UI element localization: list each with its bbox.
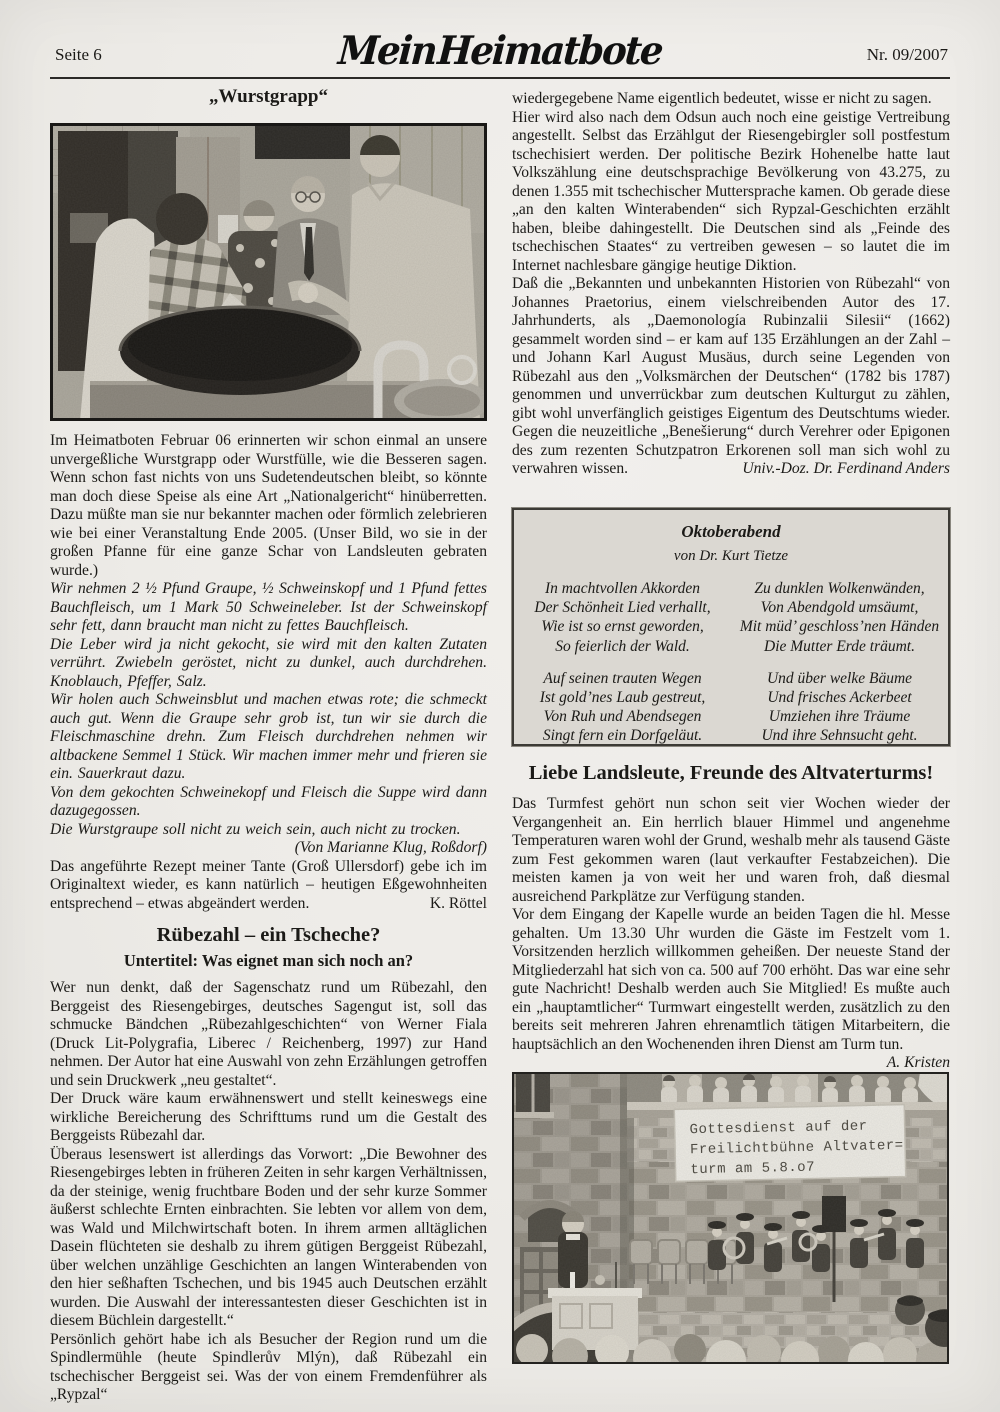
paragraph: Daß die „Bekannten und unbekannten Historien von Rübezahl“ von Johannes Praetorius, einem vielschreibenden Autor des 17. Jahrhunderts, als „Daemonología Rubinzalii Silesii“ (1662) gesammelt worden sind – er kam auf 135 Erzählungen an der Zahl – und Johann Karl August Musäus, durch seine Legenden von Rübezahl aus den „Volksmärchen der Deutschen“ (1782 bis 1787) genommen und unverrückbar zum deutschen Kulturgut zu zählen, gibt wohl unverfänglich geistiges Eigentum des Deutschtums wieder. Gegen die neuzeitliche „Benešierung“ durch Verehrer oder Epigonen des zum rezenten Schutzpatron Erkorenen soll man sich wohl zu verwahren wissen. xyxy=(512,275,950,477)
poem-line: Zu dunklen Wolkenwänden, xyxy=(754,580,925,597)
poem-line: Und über welke Bäume xyxy=(766,669,913,687)
paragraph: Überaus lesenswert ist allerdings das Vorwort: „Die Bewohner des Riesengebirges lebten in früheren Zeiten in sehr kargen Verhältnissen, da der steinige, wenig fruchtbare Boden und der sehr kurze Sommer äußerst schlechte Ernten einbrachten. Sie lebten vor allem von dem, was Wald und Milchwirtschaft boten. In ihrem armen alltäglichen Dasein flüchteten sie deshalb zu ihrem gütigen Berggeist Rübezahl, über welchen unzählige Geschichten an langen Winterabenden von den hier seßhaften Tschechen, und bis 1945 auch Deutschen erzählt wurden. Die Auswahl der interessantesten dieser Geschichten ist in diesem Büchlein dargestellt.“ xyxy=(50,1145,487,1329)
poem-line: Singt fern ein Dorfgeläut. xyxy=(542,727,703,745)
header-rule xyxy=(50,77,950,79)
page-number: Seite 6 xyxy=(55,45,102,64)
poem-line: Von Ruh und Abendsegen xyxy=(543,708,702,726)
poem-stanza xyxy=(514,669,731,746)
article-ruebezahl-continued xyxy=(512,90,950,479)
paragraph: wiedergegebene Name eigentlich bedeutet, wisse er nicht zu sagen. xyxy=(512,90,932,107)
paragraph: Die Leber wird ja nicht gekocht, sie wird mit den kalten Zutaten verrührt. Zwiebeln geröstet, nicht zu dunkel, auch durchdrehen. Knoblauch, Pfeffer, Salz. xyxy=(50,635,487,690)
signature: A. Kristen xyxy=(886,1054,950,1071)
recipe-text xyxy=(50,580,487,839)
photo-banner-line: turm am 5.8.o7 xyxy=(690,1159,816,1179)
turmfest-photo-figure xyxy=(512,1072,949,1369)
article-ruebezahl xyxy=(50,922,487,1405)
poem-line: Umziehen ihre Träume xyxy=(768,708,911,726)
poem-line: Wie ist so ernst geworden, xyxy=(541,618,704,636)
signature: Univ.-Doz. Dr. Ferdinand Anders xyxy=(742,460,950,477)
paragraph: Wir holen auch Schweinsblut und machen etwas rote; die schmeckt auch gut. Wenn die Graupe sehr grob ist, tun wir sie durch die Fleischmaschine drehn. Zum Fleisch durchdrehen nehmen wir altbackene Semmel 1 Stück. Wir machen immer mehr und frieren sie ein. Sauerkraut dazu. xyxy=(50,691,487,782)
poem-stanza xyxy=(514,579,731,656)
paragraph: Wer nun denkt, daß der Sagenschatz rund um Rübezahl, den Berggeist des Riesengebirges, deutsches Sagengut ist, soll das schmucke Bändchen „Rübezahlgeschichten“ von Werner Fiala (Druck Lit-Polygrafia, Liberec / Reichenberg, 1997) zur Hand nehmen. Der Autor hat eine Auswahl von zehn Erzählungen getroffen und sein Druckwerk „neu gestaltet“. xyxy=(50,979,487,1089)
article-title: Liebe Landsleute, Freunde des Altvaterturms! xyxy=(528,762,934,784)
poem-line: Mit müd’ geschloss’nen Händen xyxy=(739,618,940,636)
signature: K. Röttel xyxy=(429,894,487,912)
photo-banner-line: Freilichtbühne Altvater= xyxy=(689,1137,904,1159)
paragraph: Vor dem Eingang der Kapelle wurde an beiden Tagen die hl. Messe gehalten. Um 13.30 Uhr wurden die Gäste im Festzelt vom 1. Vorsitzenden herzlich willkommen geheißen. Der neueste Stand der Mitgliederzahl hat sich von ca. 500 auf 700 erhöht. Das war eine sehr gute Nachricht! Deshalb werden auch Sie Mitglied! Es mußte auch ein „hauptamtlicher“ Turmwart eingestellt werden, zusätzlich zu den bereits seit mehreren Jahren ehrenamtlich tätigen Mitarbeitern, die hauptsächlich an den Wochenenden ihren Dienst am Turm tun. xyxy=(512,906,950,1053)
paragraph: Das angeführte Rezept meiner Tante (Groß Ullersdorf) gebe ich im Originaltext wieder, es kann natürlich – heutigen Eßgewohnheiten entsprechend – etwas abgeändert werden. xyxy=(50,857,487,912)
article-title: Rübezahl – ein Tscheche? xyxy=(156,924,381,946)
kitchen-photo-figure xyxy=(50,123,487,426)
paragraph: Im Heimatboten Februar 06 erinnerten wir schon einmal an unsere unvergeßliche Wurstgrapp oder Wurstfülle, wie die Besseren sagen. Wenn schon fast nichts von uns Sudetendeutschen bleibt, so könnte man doch diese Speise als eine Art „Nationalgericht“ hinüberretten. Dazu müßte man sie nur bekannter machen oder förmlich zelebrieren wie bei einer Veranstaltung Ende 2005. (Unser Bild, wo sie in der großen Pfanne für eine ganze Schar von Landsleuten gebraten wurde.) xyxy=(50,432,487,579)
issue-number: Nr. 09/2007 xyxy=(866,45,948,64)
photo-banner-line: Gottesdienst auf der xyxy=(689,1118,868,1139)
paragraph: Hier wird also nach dem Odsun auch noch eine geistige Vertreibung angestellt. Selbst das Erzählgut der Riesengebirgler soll postfestum tschechisiert werden. Der politische Bezirk Hohenelbe hatte laut Volkszählung eine deutschsprachige Bevölkerung von 43.275, zu denen 1.355 mit tschechischer Muttersprache kamen. Ob gerade diese „an den kalten Winterabenden“ sich Rypzal-Geschichten erzählt haben, bleibe dahingestellt. Die Deutschen sind als „Feinde des tschechischen Staates“ zu vertreiben gewesen – so lautet die im Internet nachlesbare gängige heutige Diktion. xyxy=(512,108,950,274)
article-title: „Wurstgrapp“ xyxy=(209,86,328,107)
poem-line: Ist gold’nes Laub gestreut, xyxy=(539,689,706,707)
paragraph: Von dem gekochten Schweinekopf und Fleisch die Suppe wird dann dazugegossen. xyxy=(50,783,487,819)
photo-banner-text xyxy=(689,1116,904,1180)
poem-title: Oktoberabend xyxy=(681,522,781,541)
poem-line: Von Abendgold umsäumt, xyxy=(760,599,919,617)
poem-byline: von Dr. Kurt Tietze xyxy=(673,548,789,564)
paragraph: Persönlich gehört habe ich als Besucher der Region rund um die Spindlermühle (heute Spindlerův Mlýn), daß Rübezahl ein tschechischer Berggeist sei. Was der von einem Fremdenführer als „Rypzal“ xyxy=(50,1330,487,1403)
recipe-byline: (Von Marianne Klug, Roßdorf) xyxy=(294,839,487,856)
poem-line: Und frisches Ackerbeet xyxy=(767,689,912,707)
paragraph: Die Wurstgraupe soll nicht zu weich sein, auch nicht zu trocken. xyxy=(50,820,461,838)
poem-line: Und ihre Sehnsucht geht. xyxy=(761,727,918,745)
paragraph: Der Druck wäre kaum erwähnenswert und stellt keineswegs eine wirkliche Bereicherung des Schrifttums rund um die Gestalt des Berggeists Rübezahl dar. xyxy=(50,1090,487,1144)
article-subtitle: Untertitel: Was eignet man sich noch an? xyxy=(123,951,414,970)
poem-line: So feierlich der Wald. xyxy=(555,637,690,655)
article-altvaterturm xyxy=(512,760,950,1073)
poem-line: Die Mutter Erde träumt. xyxy=(764,637,915,655)
poem-box xyxy=(512,508,950,746)
poem-line: Der Schönheit Lied verhallt, xyxy=(534,599,711,617)
article-wurstgrapp xyxy=(50,85,487,913)
poem-line: In machtvollen Akkorden xyxy=(545,580,700,597)
wurstgrapp-kitchen-photo xyxy=(50,123,487,421)
poem-stanza xyxy=(731,669,948,746)
masthead-logo: Mein Heimatbote xyxy=(336,26,664,74)
poem-stanza xyxy=(731,579,948,656)
paragraph: Wir nehmen 2 ½ Pfund Graupe, ½ Schweinskopf und 1 Pfund fettes Bauchfleisch, um 1 Mark 50 Schweineleber. Ist der Schweinskopf sehr fett, dann braucht man nicht zu fettes Bauchfleisch. xyxy=(50,580,487,634)
poem-line: Auf seinen trauten Wegen xyxy=(543,669,702,687)
paragraph: Das Turmfest gehört nun schon seit vier Wochen wieder der Vergangenheit an. Ein herrlich blauer Himmel und angenehme Temperaturen waren wohl der Grund, weshalb mehr als tausend Gäste zum Fest gekommen waren (laut verkaufter Festabzeichen). Die meisten kamen ja von weit her und waren froh, daß diesmal ausreichend Parkplätze zur Verfügung standen. xyxy=(512,795,950,905)
